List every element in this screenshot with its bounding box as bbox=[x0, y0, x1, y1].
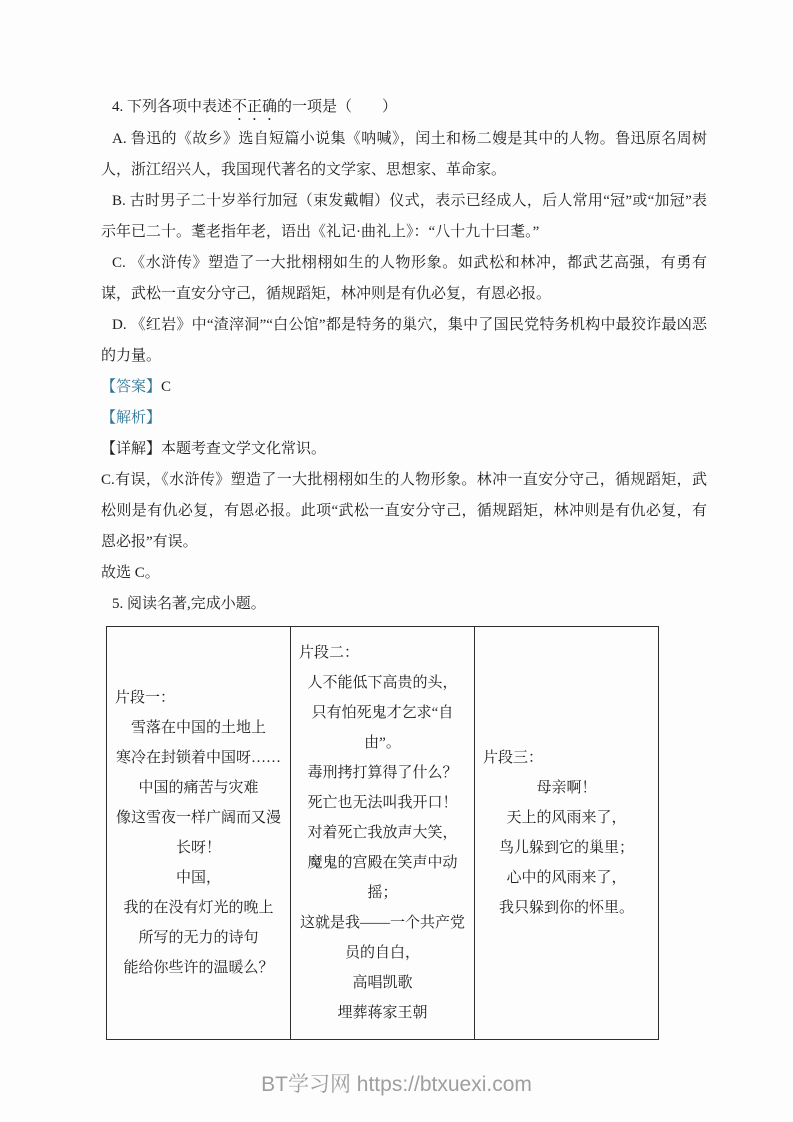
fragment-2-line: 魔鬼的宫殿在笑声中动摇； bbox=[307, 855, 458, 901]
fragment-3-line: 我只躲到你的怀里。 bbox=[498, 900, 634, 916]
question-4-stem-prefix: 4. 下列各项中表述 bbox=[112, 99, 233, 115]
analysis-label: 【解析】 bbox=[101, 410, 162, 426]
watermark-footer: BT学习网 https://btxuexi.com bbox=[261, 1073, 532, 1096]
question-4-stem-emphasized: 不正确 bbox=[232, 99, 278, 115]
fragments-table bbox=[106, 626, 659, 1040]
fragment-2-line: 埋葬蒋家王朝 bbox=[337, 1005, 428, 1021]
fragment-1-line: 长呀！ bbox=[175, 840, 221, 856]
fragment-1-line: 中国， bbox=[175, 870, 221, 886]
fragment-2-cell bbox=[291, 627, 475, 1040]
fragment-2-line: 人不能低下高贵的头， bbox=[307, 675, 458, 691]
answer-value: C bbox=[161, 379, 172, 395]
fragment-3-title: 片段三： bbox=[483, 750, 544, 766]
question-5-stem: 5. 阅读名著,完成小题。 bbox=[112, 596, 266, 612]
fragment-2-title: 片段二： bbox=[299, 645, 360, 661]
fragment-1-line: 像这雪夜一样广阔而又漫 bbox=[115, 810, 281, 826]
detail-label: 【详解】 bbox=[101, 441, 162, 457]
detail-intro-line bbox=[101, 434, 707, 465]
document-content bbox=[101, 92, 707, 1040]
fragment-1-line: 所写的无力的诗句 bbox=[138, 930, 259, 946]
question-4-option-b: B. 古时男子二十岁举行加冠（束发戴帽）仪式，表示已经成人，后人常用“冠”或“加冠”表示年已二十。耄老指年老，语出《礼记·曲礼上》：“八十九十曰耄。” bbox=[101, 193, 707, 240]
fragment-3-line: 心中的风雨来了， bbox=[506, 870, 627, 886]
fragment-3-line: 天上的风雨来了， bbox=[506, 810, 627, 826]
conclusion-line: 故选 C。 bbox=[101, 565, 160, 581]
fragment-1-line: 雪落在中国的土地上 bbox=[130, 720, 266, 736]
fragment-2-line: 高唱凯歌 bbox=[352, 975, 413, 991]
answer-line bbox=[101, 372, 707, 403]
fragment-1-line: 我的在没有灯光的晚上 bbox=[123, 900, 274, 916]
fragment-2-line: 只有怕死鬼才乞求“自 bbox=[311, 705, 454, 721]
fragment-1-line: 寒冷在封锁着中国呀…… bbox=[115, 750, 281, 766]
fragment-2-line: 毒刑拷打算得了什么？ bbox=[307, 765, 458, 781]
answer-label: 【答案】 bbox=[101, 379, 162, 395]
question-4-stem bbox=[101, 92, 707, 124]
question-4-option-c: C. 《水浒传》塑造了一大批栩栩如生的人物形象。如武松和林冲，都武艺高强，有勇有谋，武松一直安分守己，循规蹈矩，林冲则是有仇必复，有恩必报。 bbox=[101, 255, 707, 302]
fragment-2-line: 对着死亡我放声大笑， bbox=[307, 825, 458, 841]
fragment-3-cell bbox=[475, 627, 659, 1040]
question-4-option-a: A. 鲁迅的《故乡》选自短篇小说集《呐喊》，闰土和杨二嫂是其中的人物。鲁迅原名周树人，浙江绍兴人，我国现代著名的文学家、思想家、革命家。 bbox=[101, 131, 707, 178]
fragment-1-title: 片段一： bbox=[115, 690, 176, 706]
fragment-2-line: 这就是我——一个共产党 bbox=[299, 915, 465, 931]
fragment-1-line: 能给你些许的温暖么？ bbox=[123, 960, 274, 976]
detail-body: C.有误，《水浒传》塑造了一大批栩栩如生的人物形象。林冲一直安分守己，循规蹈矩，武松则是有仇必复，有恩必报。此项“武松一直安分守己，循规蹈矩，林冲则是有仇必复，有恩必报”有误。 bbox=[101, 472, 707, 550]
fragment-3-line: 母亲啊！ bbox=[536, 780, 597, 796]
analysis-line bbox=[101, 403, 707, 434]
fragment-2-line: 员的自白， bbox=[344, 945, 420, 961]
fragment-2-line: 由”。 bbox=[364, 735, 401, 751]
fragment-2-line: 死亡也无法叫我开口！ bbox=[307, 795, 458, 811]
detail-intro-text: 本题考查文学文化常识。 bbox=[161, 441, 327, 457]
question-4-option-d: D. 《红岩》中“渣滓洞”“白公馆”都是特务的巢穴，集中了国民党特务机构中最狡诈最凶恶的力量。 bbox=[101, 317, 707, 364]
fragment-3-line: 鸟儿躲到它的巢里； bbox=[498, 840, 634, 856]
fragment-1-line: 中国的痛苦与灾难 bbox=[138, 780, 259, 796]
fragment-1-cell bbox=[107, 627, 291, 1040]
fragments-table-row bbox=[107, 627, 659, 1040]
question-4-stem-suffix: 的一项是（ ） bbox=[277, 99, 398, 115]
